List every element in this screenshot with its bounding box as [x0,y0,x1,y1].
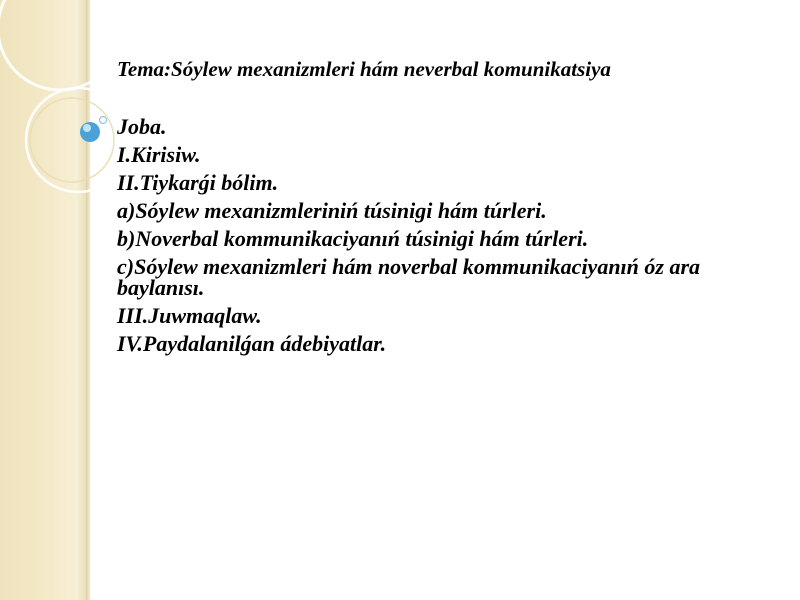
outline-heading: Joba. [117,114,167,139]
slide-title: Tema:Sóylew mexanizmleri hám neverbal komunikatsiya [117,57,611,81]
decor-blue-orb [80,122,100,142]
outline-list [117,116,777,361]
decor-ring-large [0,0,122,90]
outline-item-introduction: I.Kirisiw. [117,142,201,167]
outline-item-b: b)Noverbal kommunikaciyanıń túsinigi hám túrleri. [117,226,589,251]
decor-ring-inner [30,98,114,182]
outline-item-c: c)Sóylew mexanizmleri hám noverbal kommunikaciyanıń óz ara baylanısı. [117,254,701,300]
outline-item-references: IV.Paydalanilǵan ádebiyatlar. [117,331,387,356]
outline-item-a: a)Sóylew mexanizmleriniń túsinigi hám túrleri. [117,198,547,223]
decor-small-bubble [100,117,107,124]
outline-item-main-part: II.Tiykarǵi bólim. [117,170,279,195]
outline-item-conclusion: III.Juwmaqlaw. [117,303,262,328]
decor-orb-highlight [83,124,91,132]
